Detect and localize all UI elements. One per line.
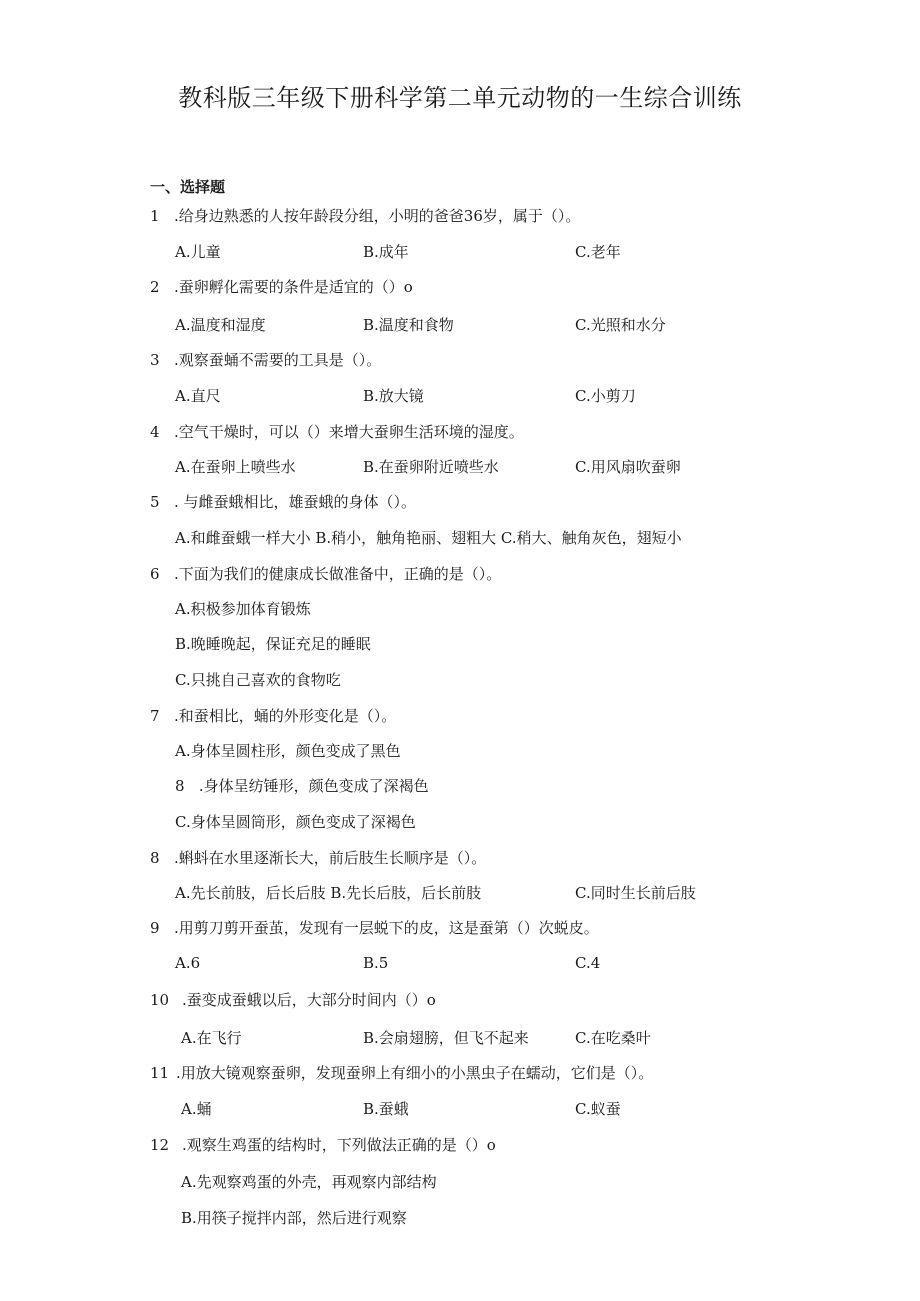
question-number: 6: [150, 565, 160, 583]
question-text: .和蚕相比，蛹的外形变化是（）。: [174, 707, 397, 725]
option-b: B.成年: [363, 243, 409, 261]
option-a: A.身体呈圆柱形，颜色变成了黑色: [175, 742, 401, 760]
option-a: A.直尺: [175, 387, 221, 405]
section-heading: 一、选择题: [150, 178, 226, 196]
question-8: [150, 847, 486, 868]
option-b: B.会扇翅膀，但飞不起来: [363, 1029, 529, 1047]
question-text: .下面为我们的健康成长做准备中，正确的是（）。: [174, 565, 502, 583]
option-a: A.先观察鸡蛋的外壳，再观察内部结构: [181, 1173, 437, 1191]
question-text: .给身边熟悉的人按年龄段分组，小明的爸爸36岁，属于（）。: [174, 207, 581, 225]
option-b: B.5: [363, 954, 389, 972]
question-number: 9: [150, 919, 160, 937]
question-text: .用放大镜观察蚕卵，发现蚕卵上有细小的小黑虫子在蠕动，它们是（）。: [176, 1064, 654, 1082]
option-b: B.晚睡晚起，保证充足的睡眠: [175, 635, 371, 653]
option-c: C.蚁蚕: [575, 1100, 621, 1118]
question-number: 10: [150, 991, 170, 1009]
question-12: [150, 1134, 496, 1155]
option-b: B.在蚕卵附近喷些水: [363, 458, 499, 476]
option-c: C.光照和水分: [575, 316, 666, 334]
question-5: [150, 491, 416, 512]
option-c: C.只挑自己喜欢的食物吃: [175, 671, 341, 689]
option-a: A.温度和湿度: [175, 316, 266, 334]
option-c: C.老年: [575, 243, 621, 261]
option-b: B.蚕蛾: [363, 1100, 409, 1118]
question-4: [150, 421, 524, 442]
question-number: 8: [150, 849, 160, 867]
question-text: .蚕变成蚕蛾以后，大部分时间内（）o: [182, 991, 436, 1009]
question-6: [150, 563, 501, 584]
question-number: 2: [150, 278, 160, 296]
question-number: 11: [150, 1064, 170, 1082]
question-10: [150, 989, 436, 1010]
option-c: C.4: [575, 954, 601, 972]
question-number: 5: [150, 493, 160, 511]
question-11: [150, 1062, 653, 1083]
option-a: A.6: [175, 954, 201, 972]
option-b: 8 .身体呈纺锤形，颜色变成了深褐色: [175, 777, 429, 795]
question-number: 1: [150, 207, 160, 225]
question-number: 7: [150, 707, 160, 725]
option-a: A.在蚕卵上喷些水: [175, 458, 296, 476]
option-line: A.和雌蚕蛾一样大小 B.稍小，触角艳丽、翅粗大 C.稍大、触角灰色，翅短小: [175, 529, 682, 547]
option-a: A.积极参加体育锻炼: [175, 600, 311, 618]
question-9: [150, 917, 599, 938]
question-number: 3: [150, 351, 160, 369]
option-c: C.用风扇吹蚕卵: [575, 458, 681, 476]
option-c: C.同时生长前后肢: [575, 884, 696, 902]
question-7: [150, 705, 396, 726]
option-a: A.在飞行: [181, 1029, 242, 1047]
option-ab: A.先长前肢，后长后肢 B.先长后肢，后长前肢: [175, 884, 482, 902]
document-title: 教科版三年级下册科学第二单元动物的一生综合训练: [178, 84, 742, 112]
question-1: [150, 205, 580, 226]
option-a: A.蛹: [181, 1100, 212, 1118]
question-text: .观察生鸡蛋的结构时，下列做法正确的是（）o: [182, 1136, 496, 1154]
question-text: .蝌蚪在水里逐渐长大，前后肢生长顺序是（）。: [174, 849, 487, 867]
option-b: B.放大镜: [363, 387, 424, 405]
option-c: C.身体呈圆筒形，颜色变成了深褐色: [175, 813, 416, 831]
question-2: [150, 276, 413, 297]
question-text: .空气干燥时，可以（）来增大蚕卵生活环境的湿度。: [174, 423, 524, 441]
question-text: .用剪刀剪开蚕茧，发现有一层蜕下的皮，这是蚕第（）次蜕皮。: [174, 919, 599, 937]
question-text: . 与雌蚕蛾相比，雄蚕蛾的身体（）。: [174, 493, 417, 511]
option-b: B.用筷子搅拌内部，然后进行观察: [181, 1209, 407, 1227]
option-c: C.小剪刀: [575, 387, 636, 405]
option-b: B.温度和食物: [363, 316, 454, 334]
question-number: 4: [150, 423, 160, 441]
question-text: .蚕卵孵化需要的条件是适宜的（）o: [174, 278, 413, 296]
question-number: 12: [150, 1136, 170, 1154]
option-c: C.在吃桑叶: [575, 1029, 651, 1047]
question-3: [150, 349, 381, 370]
option-a: A.儿童: [175, 243, 221, 261]
question-text: .观察蚕蛹不需要的工具是（）。: [174, 351, 382, 369]
